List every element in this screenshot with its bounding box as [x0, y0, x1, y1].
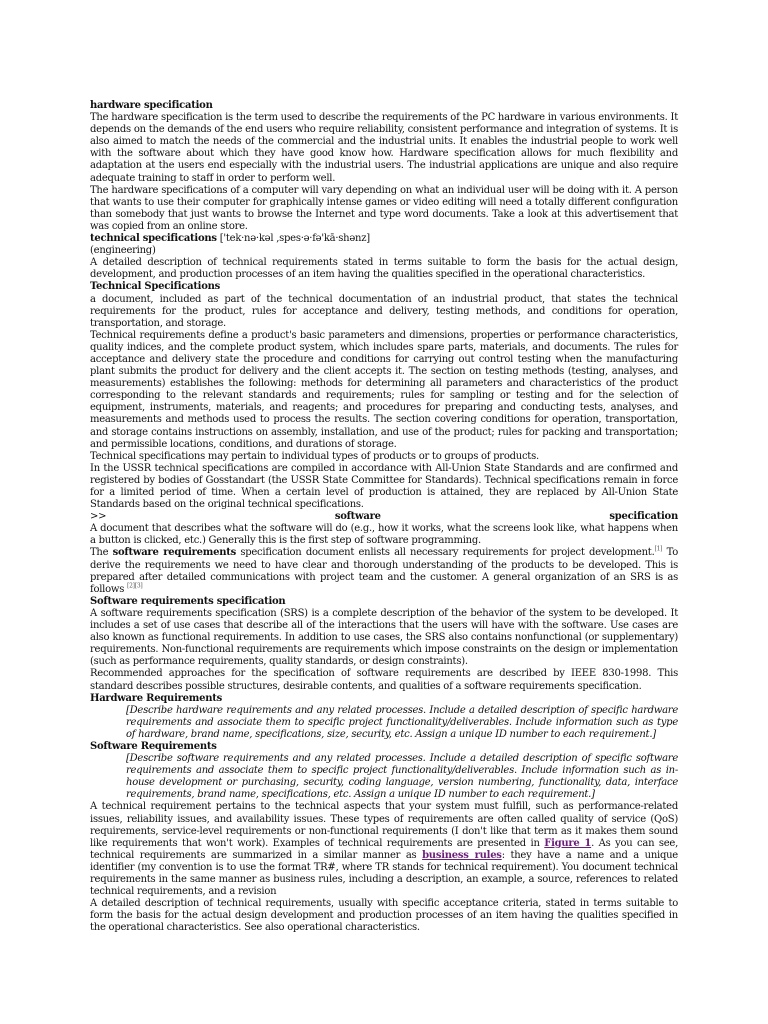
document-page	[90, 100, 678, 934]
text-run: . As you can see, technical requirements are summarized in a similar manner as	[90, 837, 678, 861]
arrow-marker: >>	[90, 511, 107, 523]
technical-requirement-definition: A detailed description of technical requirements, usually with specific acceptance criteria, stated in terms suitable to form the basis for the actual design development and production processes of an item having the qualities specified in the operational characteristics. See also operational characteristics.	[90, 898, 678, 934]
figure-1-link[interactable]: Figure 1	[544, 837, 592, 849]
software-spec-paragraph-2	[90, 547, 678, 595]
text-run: The	[90, 547, 113, 559]
software-word: software	[334, 511, 381, 523]
hardware-paragraph-1: The hardware specification is the term used to describe the requirements of the PC hardware in various environments. It depends on the demands of the end users who require reliability, consistent performance and integration of systems. It is also aimed to match the needs of the commercial and the industrial units. It enables the industrial people to work well with the software about which they have good know how. Hardware specification allows for much flexibility and adaptation at the users end especially with the industrial users. The industrial applications are unique and also require adequate training to staff in order to perform well.	[90, 112, 678, 184]
text-run: A technical requirement pertains to the technical aspects that your system must fulfill, such as performance-related issues, reliability issues, and availability issues. These types of requirements are often called quality of service (QoS) requirements, service-level requirements or non-functional requirements (I don't like that term as it makes them sound like requirements that won't work). Examples of technical requirements are presented in	[90, 801, 678, 849]
hardware-paragraph-2: The hardware specifications of a computer will vary depending on what an individual user will be doing with it. A person that wants to use their computer for graphically intense games or video editing will need a totally different configuration than somebody that just wants to browse the Internet and type word documents. Take a look at this advertisement that was copied from an online store.	[90, 184, 678, 232]
specification-word: specification	[609, 511, 678, 523]
reference-1[interactable]: [1]	[654, 546, 663, 554]
software-requirements-text: [Describe software requirements and any related processes. Include a detailed description of specific software requirements and associate them to specific project functionality/deliverables. Include information such as in-house development or purchasing, security, coding language, version numbering, functionality, data, interface requirements, brand name, specifications, etc. Assign a unique ID number to each requirement.]	[126, 753, 678, 801]
srs-paragraph-2: Recommended approaches for the specification of software requirements are described by IEEE 830-1998. This standard describes possible structures, desirable contents, and qualities of a software requirements specification.	[90, 668, 678, 692]
reference-2-3[interactable]: [2][3]	[127, 582, 143, 590]
hardware-specification-heading: hardware specification	[90, 100, 213, 111]
technical-specifications-term	[90, 233, 678, 245]
hardware-requirements-heading: Hardware Requirements	[90, 692, 222, 704]
hardware-requirements-text: [Describe hardware requirements and any related processes. Include a detailed description of specific hardware requirements and associate them to specific project functionality/deliverables. Include information such as type of hardware, brand name, specifications, size, security, etc. Assign a unique ID number to each requirement.]	[126, 704, 678, 740]
srs-heading: Software requirements specification	[90, 595, 286, 607]
software-spec-paragraph-1: A document that describes what the software will do (e.g., how it works, what the screens look like, what happens when a button is clicked, etc.) Generally this is the first step of software programming.	[90, 523, 678, 547]
technical-requirement-paragraph	[90, 801, 678, 898]
tech-spec-paragraph-2: Technical requirements define a product's basic parameters and dimensions, properties or performance characteristics, quality indices, and the complete product system, which includes spare parts, materials, and documents. The rules for acceptance and delivery state the procedure and conditions for carrying out control testing when the manufacturing plant submits the product for delivery and the client accepts it. The section on testing methods (testing, analyses, and measurements) establishes the following: methods for determining all parameters and characteristics of the product corresponding to the relevant standards and requirements; rules for sampling or testing and for the selection of equipment, instruments, materials, and reagents; and procedures for preparing and conducting tests, analyses, and measurements and methods used to process the results. The section covering conditions for operation, transportation, and storage contains instructions on assembly, installation, and use of the product; rules for packing and transportation; and permissible locations, conditions, and durations of storage.	[90, 329, 678, 450]
technical-specifications-label: technical specifications	[90, 233, 217, 245]
technical-specifications-definition: A detailed description of technical requirements stated in terms suitable to form the basis for the actual design, development, and production processes of an item having the qualities specified in the operational characteristics.	[90, 257, 678, 281]
text-run: specification document enlists all necessary requirements for project development.	[236, 547, 655, 559]
business-rules-link[interactable]: business rules	[422, 849, 502, 861]
tech-spec-paragraph-1: a document, included as part of the technical documentation of an industrial product, that states the technical requirements for the product, rules for acceptance and delivery, testing methods, and conditions for operation, transportation, and storage.	[90, 293, 678, 329]
srs-paragraph-1: A software requirements specification (SRS) is a complete description of the behavior of the system to be developed. It includes a set of use cases that describe all of the interactions that the users will have with the software. Use cases are also known as functional requirements. In addition to use cases, the SRS also contains nonfunctional (or supplementary) requirements. Non-functional requirements are requirements which impose constraints on the design or implementation (such as performance requirements, quality standards, or design constraints).	[90, 607, 678, 668]
tech-spec-paragraph-3: Technical specifications may pertain to individual types of products or to groups of products.	[90, 450, 539, 462]
text-run: : they have a name and a unique identifier (my convention is to use the format TR#, where TR stands for technical requirement). You document technical requirements in the same manner as business rules, including a description, an example, a source, references to related technical requirements, and a revision	[90, 849, 678, 898]
technical-specifications-heading: Technical Specifications	[90, 281, 221, 293]
text-run: To derive the requirements we need to have clear and thorough understanding of the products to be developed. This is prepared after detailed communications with project team and the customer. A general organization of an SRS is as follows	[90, 547, 679, 595]
software-specification-heading	[90, 511, 678, 523]
tech-spec-paragraph-4: In the USSR technical specifications are compiled in accordance with All-Union State Standards and are confirmed and registered by bodies of Gosstandart (the USSR State Committee for Standards). Technical specifications remain in force for a limited period of time. When a certain level of production is attained, they are replaced by All-Union State Standards based on the original technical specifications.	[90, 462, 678, 511]
software-requirements-heading: Software Requirements	[90, 740, 217, 752]
software-requirements-bold: software requirements	[112, 547, 236, 559]
field-label: (engineering)	[90, 245, 156, 257]
pronunciation: ['tek·nə·kəl ,spes·ə·fə'kā·shənz]	[216, 233, 370, 245]
